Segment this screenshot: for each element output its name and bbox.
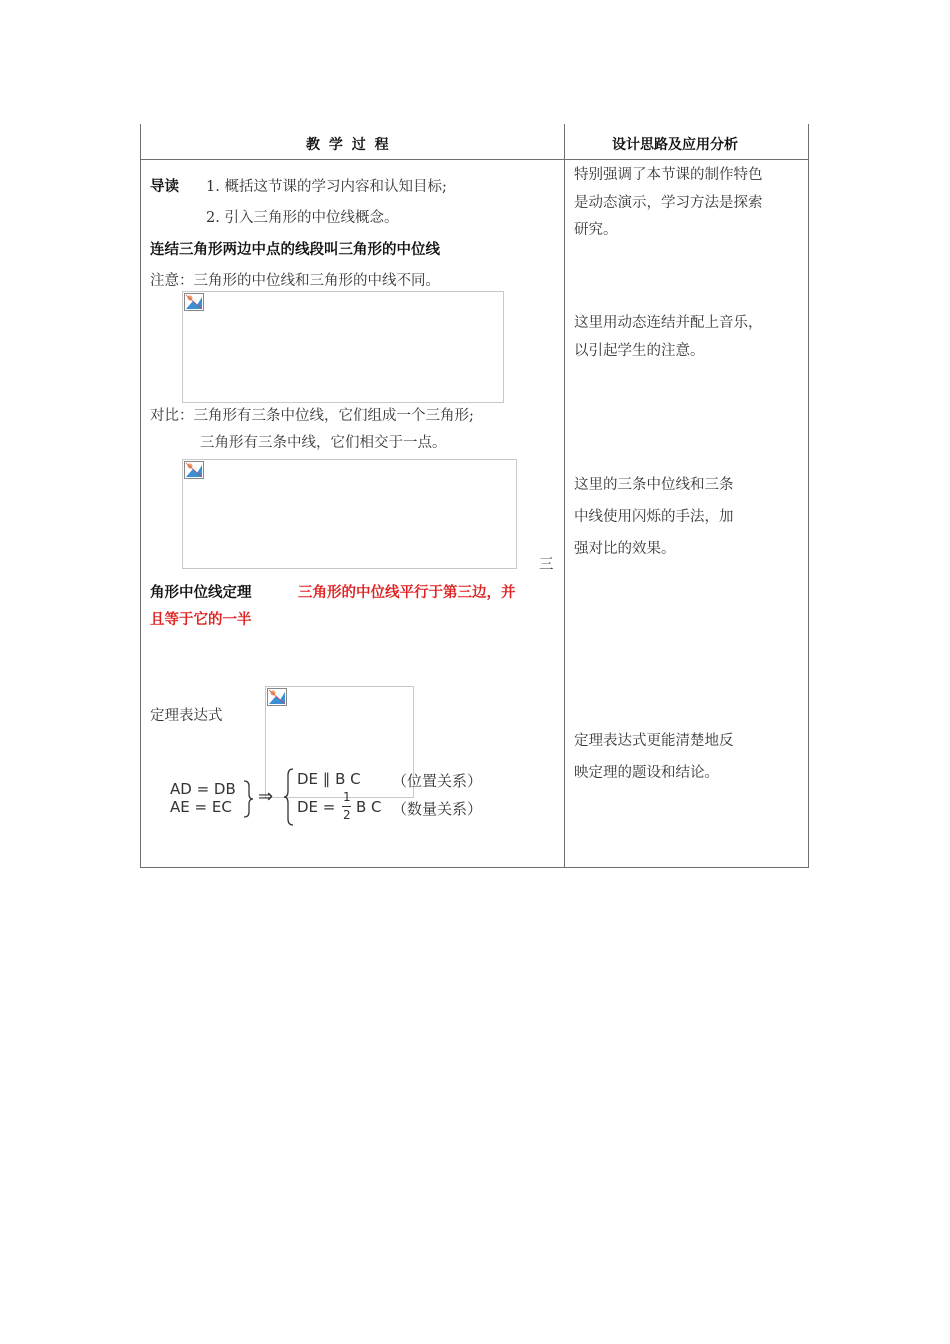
formula-fraction-numerator: 1 [343,790,351,804]
image-placeholder-1 [182,291,504,403]
note-1-line-1: 特别强调了本节课的制作特色 [574,167,763,183]
header-teaching-process: 教 学 过 程 [306,137,391,153]
formula-position-relation: （位置关系） [392,772,483,790]
formula-ae-ec: AE = EC [170,798,232,816]
formula-bc: B C [356,798,382,816]
formula-implies: ⇒ [258,786,274,807]
broken-image-icon [184,461,204,479]
trailing-char: 三 [539,557,554,573]
note-1-line-3: 研究。 [574,222,618,238]
table-top-left-tick [140,124,141,868]
formula-de-equals: DE = [297,798,336,816]
note-3-line-2: 中线使用闪烁的手法，加 [574,509,734,525]
midline-definition: 连结三角形两边中点的线段叫三角形的中位线 [150,242,440,258]
notice-text: 注意：三角形的中位线和三角形的中线不同。 [150,273,440,289]
table-right-border [808,124,809,868]
compare-line-1: 对比：三角形有三条中位线，它们组成一个三角形; [150,408,474,424]
theorem-statement-line-1: 三角形的中位线平行于第三边，并 [298,585,516,601]
header-separator [140,159,809,160]
note-3-line-1: 这里的三条中位线和三条 [574,477,734,493]
broken-image-icon [184,293,204,311]
image-placeholder-2 [182,459,517,569]
intro-label: 导读 [150,179,179,195]
note-4-line-1: 定理表达式更能清楚地反 [574,733,734,749]
formula-fraction-bar [342,806,351,807]
note-1-line-2: 是动态演示，学习方法是探索 [574,195,763,211]
formula-right-brace [242,780,254,818]
formula-quantity-relation: （数量关系） [392,800,483,818]
expression-label: 定理表达式 [150,708,223,724]
note-2-line-2: 以引起学生的注意。 [574,343,705,359]
compare-line-2: 三角形有三条中线，它们相交于一点。 [200,435,447,451]
formula-left-brace [283,768,295,826]
broken-image-icon [267,688,287,706]
table-bottom-border [140,867,809,868]
formula-ad-db: AD = DB [170,780,236,798]
formula-de-parallel-bc: DE ∥ B C [297,770,361,788]
formula-fraction-denominator: 2 [343,808,351,822]
intro-item-1: 1. 概括这节课的学习内容和认知目标; [206,179,447,195]
note-3-line-3: 强对比的效果。 [574,541,676,557]
theorem-statement-line-2: 且等于它的一半 [150,612,252,628]
note-2-line-1: 这里用动态连结并配上音乐， [574,315,763,331]
table-divider-vertical [564,124,565,868]
theorem-label: 角形中位线定理 [150,585,252,601]
intro-item-2: 2. 引入三角形的中位线概念。 [206,210,399,226]
header-design-analysis: 设计思路及应用分析 [612,137,738,153]
note-4-line-2: 映定理的题设和结论。 [574,765,719,781]
